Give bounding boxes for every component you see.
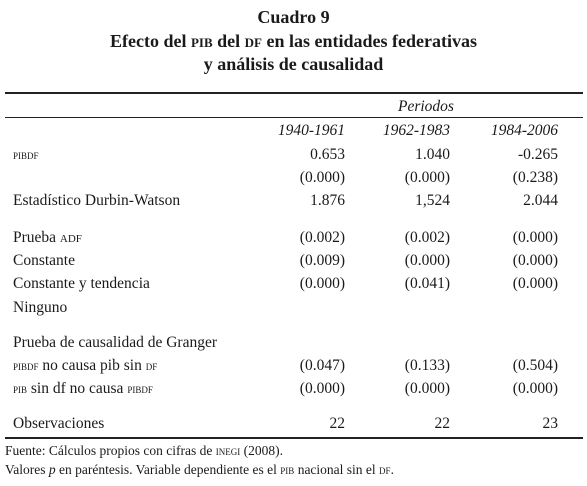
row-label-observations: Observaciones — [13, 415, 105, 432]
table-cell: (0.000) — [512, 380, 558, 397]
periods-header: Periodos — [398, 98, 454, 115]
bottom-rule — [5, 437, 583, 439]
table-cell: (0.238) — [512, 169, 558, 186]
table-cell: (0.000) — [404, 380, 450, 397]
table-cell: (0.000) — [299, 380, 345, 397]
table-cell: (0.000) — [299, 169, 345, 186]
table-cell: (0.002) — [299, 229, 345, 246]
table-cell: (0.000) — [404, 169, 450, 186]
table-cell: 0.653 — [310, 146, 345, 163]
table-cell: (0.000) — [512, 275, 558, 292]
table-cell: (0.133) — [404, 357, 450, 374]
table-cell: -0.265 — [517, 146, 558, 163]
table-cell: (0.047) — [299, 357, 345, 374]
table-cell: 23 — [542, 415, 558, 432]
column-header-1962-1983: 1962-1983 — [382, 122, 450, 139]
table-cell: 1,524 — [415, 192, 450, 209]
row-label-pib-granger: pib sin df no causa pibdf — [13, 380, 153, 397]
table-cell: 2.044 — [523, 192, 558, 209]
table-cell: 1.040 — [415, 146, 450, 163]
table-cell: (0.009) — [299, 252, 345, 269]
table-cell: (0.000) — [512, 252, 558, 269]
table-number: Cuadro 9 — [257, 7, 330, 27]
column-header-1940-1961: 1940-1961 — [277, 122, 345, 139]
table-cell: (0.002) — [404, 229, 450, 246]
table-title-line-2: y análisis de causalidad — [203, 54, 384, 74]
row-label-constant: Constante — [13, 252, 75, 269]
row-label-durbin-watson: Estadístico Durbin-Watson — [13, 192, 181, 209]
row-label-constant-and-trend: Constante y tendencia — [13, 275, 150, 292]
table-title-line-1: Efecto del pib del df en las entidades federativas — [109, 31, 477, 51]
table-cell: (0.000) — [512, 229, 558, 246]
row-label-pibdf: pibdf — [13, 147, 39, 162]
header-rule — [5, 117, 583, 118]
row-label-granger: Prueba de causalidad de Granger — [13, 334, 217, 351]
table-cell: (0.041) — [404, 275, 450, 292]
table-cell: (0.000) — [299, 275, 345, 292]
row-label-pibdf-granger: pibdf no causa pib sin df — [13, 357, 158, 374]
footnote-notes: Valores p en paréntesis. Variable dependiente es el pib nacional sin el df. — [5, 462, 394, 477]
table-cell: (0.504) — [512, 357, 558, 374]
table-cell: 22 — [329, 415, 345, 432]
table-cell: 1.876 — [310, 192, 345, 209]
row-label-adf-test: Prueba adf — [13, 229, 82, 246]
table-cell: (0.000) — [404, 252, 450, 269]
footnote-source: Fuente: Cálculos propios con cifras de inegi (2008). — [5, 443, 283, 458]
row-label-none: Ninguno — [13, 299, 68, 316]
top-rule — [5, 92, 583, 94]
column-header-1984-2006: 1984-2006 — [490, 122, 558, 139]
table-cell: 22 — [434, 415, 450, 432]
